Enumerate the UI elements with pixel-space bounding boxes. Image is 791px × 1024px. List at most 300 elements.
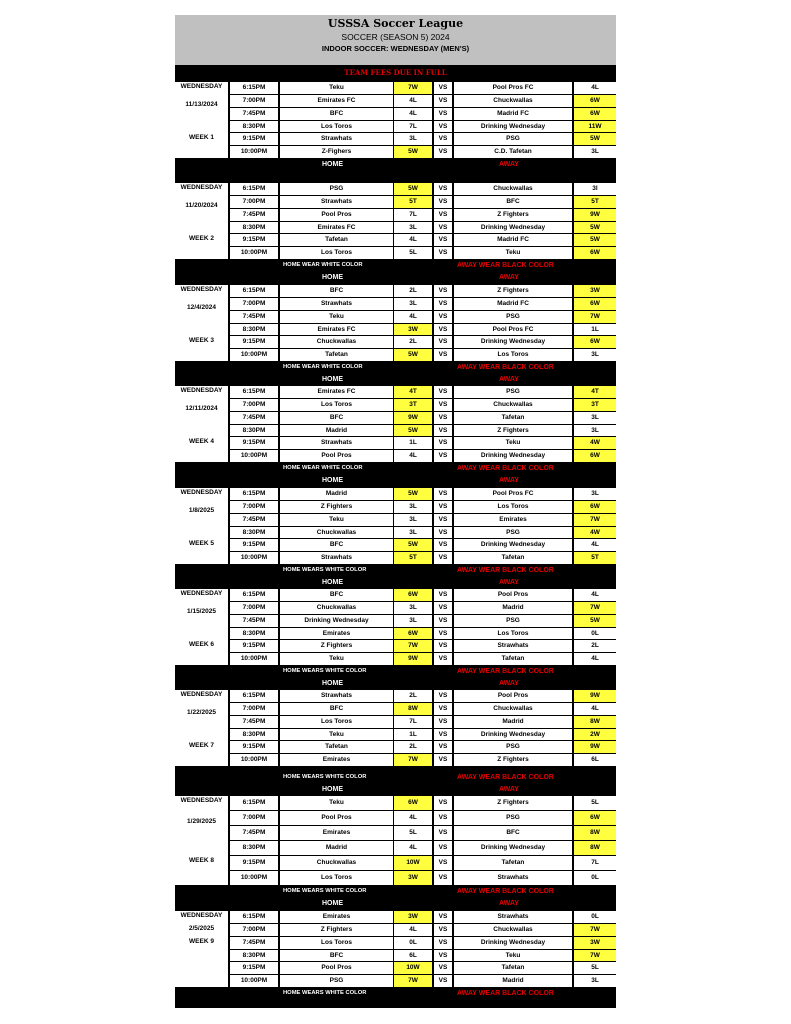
game-time: 6:15PM (230, 82, 278, 94)
game-row (175, 221, 616, 234)
home-team: Teku (280, 729, 393, 741)
away-result: 1L (574, 324, 616, 336)
game-time: 6:15PM (230, 796, 278, 810)
away-result: 5T (574, 552, 616, 564)
vs-label: VS (434, 811, 452, 825)
uniform-color-band (175, 565, 616, 576)
away-team: C.D. Tafetan (454, 146, 572, 158)
game-time: 8:30PM (230, 121, 278, 133)
uniform-color-band (175, 463, 616, 474)
game-row (175, 652, 616, 665)
away-result: 3L (574, 349, 616, 361)
game-time: 9:15PM (230, 856, 278, 870)
home-result: 8W (394, 703, 432, 715)
home-team: Pool Pros (280, 450, 393, 462)
game-row (175, 825, 616, 840)
vs-label: VS (434, 826, 452, 840)
game-time: 9:15PM (230, 539, 278, 551)
home-result: 9W (394, 412, 432, 424)
home-result: 3L (394, 602, 432, 614)
away-header: AWAY (499, 161, 519, 169)
vs-label: VS (434, 121, 452, 133)
home-result: 3L (394, 615, 432, 627)
game-time: 7:45PM (230, 514, 278, 526)
away-result: 11W (574, 121, 616, 133)
home-result: 10W (394, 962, 432, 974)
vs-label: VS (434, 539, 452, 551)
week-number: WEEK 1 (189, 134, 214, 142)
game-time: 10:00PM (230, 247, 278, 259)
away-team: Drinking Wednesday (454, 336, 572, 348)
away-result: 6W (574, 811, 616, 825)
away-team: Drinking Wednesday (454, 450, 572, 462)
game-time: 7:00PM (230, 924, 278, 936)
home-result: 4L (394, 924, 432, 936)
game-time: 6:15PM (230, 183, 278, 195)
game-time: 10:00PM (230, 754, 278, 766)
away-result: 7W (574, 950, 616, 962)
home-header: HOME (322, 376, 343, 384)
away-team: Pool Pros (454, 589, 572, 601)
home-result: 3W (394, 324, 432, 336)
away-result: 3l (574, 183, 616, 195)
vs-label: VS (434, 653, 452, 665)
away-team: Drinking Wednesday (454, 729, 572, 741)
home-result: 5W (394, 488, 432, 500)
home-team: Chuckwallas (280, 336, 393, 348)
home-result: 3L (394, 501, 432, 513)
fees-notice: TEAM FEES DUE IN FULL (344, 68, 447, 77)
vs-label: VS (434, 501, 452, 513)
away-team: Drinking Wednesday (454, 937, 572, 949)
division-title: INDOOR SOCCER: WEDNESDAY (MEN'S) (321, 44, 470, 53)
away-result: 6W (574, 108, 616, 120)
week-date: 2/5/2025 (188, 924, 215, 932)
away-result: 8W (574, 841, 616, 855)
vs-label: VS (434, 285, 452, 297)
home-team: BFC (280, 589, 393, 601)
away-uniform-note: AWAY WEAR BLACK COLOR (457, 465, 554, 473)
home-team: Chuckwallas (280, 602, 393, 614)
game-row (175, 870, 616, 885)
home-result: 6W (394, 628, 432, 640)
game-row (175, 639, 616, 652)
home-team: Tafetan (280, 234, 393, 246)
week-number: WEEK 3 (189, 337, 214, 345)
away-team: Los Toros (454, 349, 572, 361)
vs-label: VS (434, 425, 452, 437)
home-result: 4L (394, 108, 432, 120)
vs-label: VS (434, 222, 452, 234)
away-uniform-note: AWAY WEAR BLACK COLOR (457, 888, 554, 895)
away-header: AWAY (499, 786, 519, 794)
away-team: Tafetan (454, 653, 572, 665)
away-team: Drinking Wednesday (454, 121, 572, 133)
away-result: 8W (574, 826, 616, 840)
home-result: 3W (394, 871, 432, 885)
game-row (175, 310, 616, 323)
home-away-band (175, 374, 616, 385)
game-time: 9:15PM (230, 133, 278, 145)
away-uniform-note: AWAY WEAR BLACK COLOR (457, 668, 554, 676)
home-team: Strawhats (280, 552, 393, 564)
vs-label: VS (434, 962, 452, 974)
week-day: WEDNESDAY (180, 184, 223, 191)
home-result: 2L (394, 741, 432, 753)
away-result: 9W (574, 209, 616, 221)
away-result: 0L (574, 911, 616, 923)
game-time: 10:00PM (230, 552, 278, 564)
game-time: 7:45PM (230, 716, 278, 728)
week-day: WEDNESDAY (180, 691, 223, 698)
away-team: Strawhats (454, 640, 572, 652)
home-result: 6W (394, 796, 432, 810)
home-team: Z Fighters (280, 501, 393, 513)
vs-label: VS (434, 841, 452, 855)
vs-label: VS (434, 183, 452, 195)
home-result: 9W (394, 653, 432, 665)
game-row (175, 120, 616, 133)
vs-label: VS (434, 703, 452, 715)
away-result: 5W (574, 133, 616, 145)
home-result: 4L (394, 95, 432, 107)
away-team: Pool Pros FC (454, 324, 572, 336)
home-uniform-note: HOME WEARS WHITE COLOR (283, 567, 367, 574)
away-result: 5L (574, 796, 616, 810)
home-away-band (175, 159, 616, 170)
away-result: 5W (574, 222, 616, 234)
week-date: 1/22/2025 (187, 708, 216, 716)
vs-label: VS (434, 488, 452, 500)
game-row (175, 94, 616, 107)
away-team: Los Toros (454, 501, 572, 513)
game-time: 8:30PM (230, 527, 278, 539)
vs-label: VS (434, 975, 452, 987)
vs-label: VS (434, 937, 452, 949)
home-team: Emirates (280, 628, 393, 640)
schedule-header (175, 15, 616, 66)
game-row (175, 855, 616, 870)
home-result: 7L (394, 716, 432, 728)
away-result: 3L (574, 425, 616, 437)
game-time: 7:45PM (230, 615, 278, 627)
game-time: 10:00PM (230, 975, 278, 987)
home-uniform-note: HOME WEARS WHITE COLOR (283, 888, 367, 894)
game-row (175, 936, 616, 949)
home-team: Teku (280, 82, 393, 94)
week-number: WEEK 2 (189, 235, 214, 243)
away-result: 3W (574, 937, 616, 949)
vs-label: VS (434, 871, 452, 885)
game-time: 6:15PM (230, 488, 278, 500)
home-team: Z Fighters (280, 924, 393, 936)
home-result: 3L (394, 222, 432, 234)
home-team: Emirates (280, 754, 393, 766)
game-row (175, 923, 616, 936)
vs-label: VS (434, 324, 452, 336)
game-time: 10:00PM (230, 349, 278, 361)
away-team: PSG (454, 527, 572, 539)
week-date: 11/20/2024 (185, 201, 218, 209)
home-result: 7L (394, 209, 432, 221)
week-number: WEEK 6 (189, 641, 214, 649)
week-date: 1/29/2025 (187, 818, 216, 825)
home-header: HOME (322, 477, 343, 485)
game-time: 7:00PM (230, 298, 278, 310)
home-team: BFC (280, 108, 393, 120)
vs-label: VS (434, 196, 452, 208)
home-team: Teku (280, 311, 393, 323)
game-row (175, 411, 616, 424)
game-time: 6:15PM (230, 690, 278, 702)
away-team: Chuckwallas (454, 924, 572, 936)
away-result: 3W (574, 285, 616, 297)
away-result: 9W (574, 690, 616, 702)
game-row (175, 627, 616, 640)
vs-label: VS (434, 311, 452, 323)
home-team: BFC (280, 285, 393, 297)
away-result: 0L (574, 628, 616, 640)
away-team: PSG (454, 311, 572, 323)
home-away-band (175, 577, 616, 588)
away-header: AWAY (499, 274, 519, 282)
away-team: BFC (454, 826, 572, 840)
home-team: BFC (280, 950, 393, 962)
uniform-color-band (175, 260, 616, 271)
away-team: Z Fighters (454, 285, 572, 297)
home-result: 3T (394, 399, 432, 411)
vs-label: VS (434, 234, 452, 246)
home-uniform-note: HOME WEARS WHITE COLOR (283, 990, 367, 997)
home-result: 3L (394, 133, 432, 145)
home-uniform-note: HOME WEARS WHITE COLOR (283, 774, 367, 781)
home-away-band (175, 898, 616, 909)
home-team: Emirates (280, 911, 393, 923)
home-team: Emirates FC (280, 95, 393, 107)
home-result: 2L (394, 285, 432, 297)
away-result: 7L (574, 856, 616, 870)
game-row (175, 284, 616, 297)
week-date: 12/4/2024 (187, 303, 216, 311)
vs-label: VS (434, 386, 452, 398)
away-result: 6W (574, 95, 616, 107)
home-result: 7W (394, 975, 432, 987)
away-result: 6W (574, 247, 616, 259)
game-time: 7:45PM (230, 311, 278, 323)
game-row (175, 195, 616, 208)
home-team: Tafetan (280, 741, 393, 753)
home-result: 1L (394, 437, 432, 449)
home-header: HOME (322, 579, 343, 587)
away-team: Madrid FC (454, 108, 572, 120)
home-result: 5L (394, 247, 432, 259)
week-day: WEDNESDAY (180, 286, 223, 293)
home-result: 5W (394, 349, 432, 361)
uniform-color-band (175, 362, 616, 373)
home-team: Drinking Wednesday (280, 615, 393, 627)
game-time: 9:15PM (230, 741, 278, 753)
home-result: 2L (394, 690, 432, 702)
vs-label: VS (434, 856, 452, 870)
home-result: 7W (394, 754, 432, 766)
vs-label: VS (434, 628, 452, 640)
vs-label: VS (434, 298, 452, 310)
home-team: Pool Pros (280, 811, 393, 825)
away-result: 6W (574, 336, 616, 348)
away-team: Tafetan (454, 962, 572, 974)
game-row (175, 500, 616, 513)
game-time: 8:30PM (230, 628, 278, 640)
away-result: 3L (574, 146, 616, 158)
game-row (175, 910, 616, 923)
game-time: 6:15PM (230, 589, 278, 601)
away-team: PSG (454, 811, 572, 825)
away-team: Tafetan (454, 856, 572, 870)
game-row (175, 335, 616, 348)
home-result: 10W (394, 856, 432, 870)
uniform-color-band (175, 988, 616, 999)
away-team: Tafetan (454, 412, 572, 424)
home-result: 5L (394, 826, 432, 840)
home-header: HOME (322, 786, 343, 794)
home-team: Z Fighters (280, 640, 393, 652)
vs-label: VS (434, 754, 452, 766)
away-team: Teku (454, 247, 572, 259)
away-result: 2L (574, 640, 616, 652)
game-row (175, 81, 616, 94)
season-title: SOCCER (SEASON 5) 2024 (341, 32, 450, 42)
vs-label: VS (434, 247, 452, 259)
home-result: 7L (394, 121, 432, 133)
game-time: 7:00PM (230, 501, 278, 513)
home-result: 5T (394, 196, 432, 208)
away-result: 5W (574, 615, 616, 627)
game-row (175, 449, 616, 462)
game-row (175, 107, 616, 120)
vs-label: VS (434, 146, 452, 158)
away-result: 3L (574, 412, 616, 424)
away-team: Pool Pros FC (454, 488, 572, 500)
game-time: 9:15PM (230, 234, 278, 246)
home-result: 4L (394, 311, 432, 323)
week-number: WEEK 9 (189, 937, 214, 945)
game-time: 9:15PM (230, 640, 278, 652)
game-row (175, 702, 616, 715)
home-result: 0L (394, 937, 432, 949)
home-team: Los Toros (280, 399, 393, 411)
away-result: 5W (574, 234, 616, 246)
game-row (175, 949, 616, 962)
away-uniform-note: AWAY WEAR BLACK COLOR (457, 774, 554, 782)
game-row (175, 538, 616, 551)
game-time: 7:45PM (230, 412, 278, 424)
away-team: Teku (454, 950, 572, 962)
game-row (175, 840, 616, 855)
game-row (175, 961, 616, 974)
home-result: 5W (394, 183, 432, 195)
vs-label: VS (434, 412, 452, 424)
game-time: 7:00PM (230, 399, 278, 411)
away-team: Strawhats (454, 911, 572, 923)
home-away-band (175, 678, 616, 689)
uniform-color-band (175, 666, 616, 677)
home-team: Chuckwallas (280, 527, 393, 539)
game-time: 7:45PM (230, 108, 278, 120)
game-time: 6:15PM (230, 386, 278, 398)
vs-label: VS (434, 602, 452, 614)
game-row (175, 323, 616, 336)
home-team: Strawhats (280, 133, 393, 145)
game-time: 7:45PM (230, 937, 278, 949)
game-time: 7:00PM (230, 703, 278, 715)
away-result: 0L (574, 871, 616, 885)
away-header: AWAY (499, 900, 519, 907)
vs-label: VS (434, 552, 452, 564)
vs-label: VS (434, 589, 452, 601)
away-team: Los Toros (454, 628, 572, 640)
uniform-color-band (175, 772, 616, 783)
away-result: 4L (574, 539, 616, 551)
away-result: 3L (574, 975, 616, 987)
home-team: Los Toros (280, 121, 393, 133)
away-uniform-note: AWAY WEAR BLACK COLOR (457, 364, 554, 372)
vs-label: VS (434, 729, 452, 741)
game-time: 7:45PM (230, 209, 278, 221)
game-row (175, 487, 616, 500)
home-result: 3L (394, 514, 432, 526)
home-team: Teku (280, 514, 393, 526)
away-team: Strawhats (454, 871, 572, 885)
game-time: 8:30PM (230, 729, 278, 741)
home-result: 4L (394, 450, 432, 462)
home-away-band (175, 272, 616, 283)
week-day: WEDNESDAY (180, 912, 223, 919)
home-team: Pool Pros (280, 209, 393, 221)
vs-label: VS (434, 336, 452, 348)
away-team: BFC (454, 196, 572, 208)
home-result: 6W (394, 589, 432, 601)
week-date: 1/8/2025 (188, 506, 215, 514)
uniform-color-band (175, 886, 616, 897)
away-team: Chuckwallas (454, 183, 572, 195)
home-team: Los Toros (280, 937, 393, 949)
home-uniform-note: HOME WEAR WHITE COLOR (283, 262, 363, 269)
away-result: 4W (574, 437, 616, 449)
week-date: 1/15/2025 (187, 607, 216, 615)
week-day: WEDNESDAY (180, 387, 223, 394)
home-team: Strawhats (280, 298, 393, 310)
game-row (175, 145, 616, 158)
game-time: 8:30PM (230, 841, 278, 855)
week-date: 11/13/2024 (185, 100, 218, 108)
home-team: Teku (280, 653, 393, 665)
vs-label: VS (434, 615, 452, 627)
away-team: Drinking Wednesday (454, 539, 572, 551)
away-header: AWAY (499, 477, 519, 485)
away-result: 3T (574, 399, 616, 411)
vs-label: VS (434, 924, 452, 936)
vs-label: VS (434, 514, 452, 526)
home-result: 2L (394, 336, 432, 348)
game-row (175, 436, 616, 449)
vs-label: VS (434, 450, 452, 462)
week-number: WEEK 8 (189, 857, 214, 864)
game-row (175, 398, 616, 411)
vs-label: VS (434, 796, 452, 810)
game-row (175, 614, 616, 627)
week-number: WEEK 4 (189, 438, 214, 446)
week-number: WEEK 7 (189, 742, 214, 750)
